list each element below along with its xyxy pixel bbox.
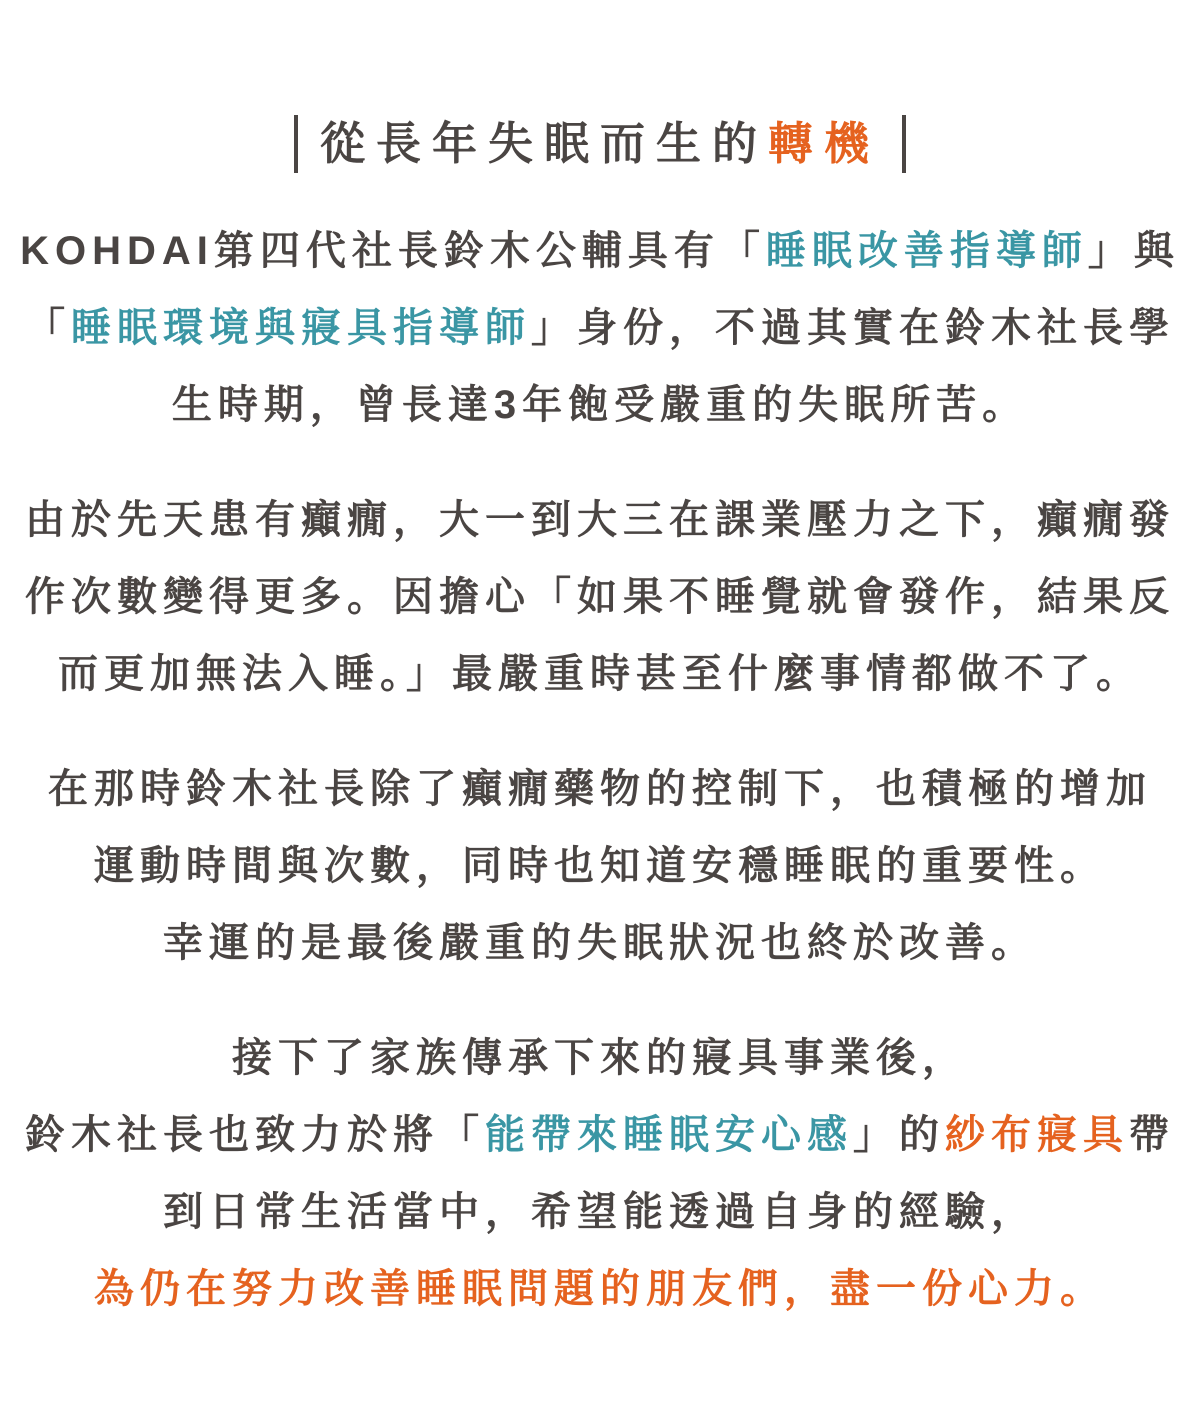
title-main-text: 從長年失眠而生的 [319,118,768,169]
text-segment: 而更加無法入睡。」最嚴重時甚至什麼事情都做不了。 [58,652,1142,696]
paragraph-line [20,1020,1180,1097]
text-segment: 由於先天患有癲癇，大一到大三在課業壓力之下，癲癇發 [25,498,1175,542]
text-segment: 帶 [1129,1113,1175,1157]
paragraph-line [20,559,1180,636]
title-right-bar [902,115,906,173]
section-title-text [320,112,880,176]
paragraph-line [20,828,1180,905]
paragraph-line [20,751,1180,828]
text-segment: 」的 [853,1113,945,1157]
text-segment: 幸運的是最後嚴重的失眠狀況也終於改善。 [163,921,1037,965]
highlight-teal-segment: 睡眠改善指導師 [765,229,1088,273]
paragraph-line [20,482,1180,559]
paragraph-line [20,1251,1180,1328]
paragraph-2 [20,482,1180,713]
text-segment: KOHDAI第四代社長鈴木公輔具有「 [20,229,766,273]
text-segment: 生時期，曾長達3年飽受嚴重的失眠所苦。 [171,383,1029,427]
paragraph-line [20,1097,1180,1174]
paragraph-line [20,213,1180,290]
title-left-bar [294,115,298,173]
paragraph-line [20,1174,1180,1251]
text-segment: 」與 [1087,229,1180,273]
highlight-teal-segment: 睡眠環境與寢具指導師 [71,306,531,350]
text-segment: 到日常生活當中，希望能透過自身的經驗， [163,1190,1037,1234]
highlight-orange-segment: 為仍在努力改善睡眠問題的朋友們，盡一份心力。 [94,1267,1106,1311]
paragraph-1 [20,213,1180,444]
text-segment: 運動時間與次數，同時也知道安穩睡眠的重要性。 [94,844,1106,888]
text-segment: 」身份，不過其實在鈴木社長學 [531,306,1175,350]
text-segment: 鈴木社長也致力於將「 [25,1113,485,1157]
highlight-teal-segment: 能帶來睡眠安心感 [485,1113,853,1157]
text-segment: 接下了家族傳承下來的寢具事業後， [232,1036,968,1080]
paragraph-line [20,636,1180,713]
text-segment: 作次數變得更多。因擔心「如果不睡覺就會發作，結果反 [25,575,1175,619]
paragraph-line [20,290,1180,367]
text-segment: 在那時鈴木社長除了癲癇藥物的控制下，也積極的增加 [48,767,1152,811]
title-highlight-text: 轉機 [768,118,881,169]
paragraph-line [20,367,1180,444]
paragraph-line [20,905,1180,982]
highlight-orange-segment: 紗布寢具 [945,1113,1129,1157]
paragraph-3 [20,751,1180,982]
paragraph-4 [20,1020,1180,1328]
section-title [20,112,1180,176]
text-segment: 「 [25,306,71,350]
